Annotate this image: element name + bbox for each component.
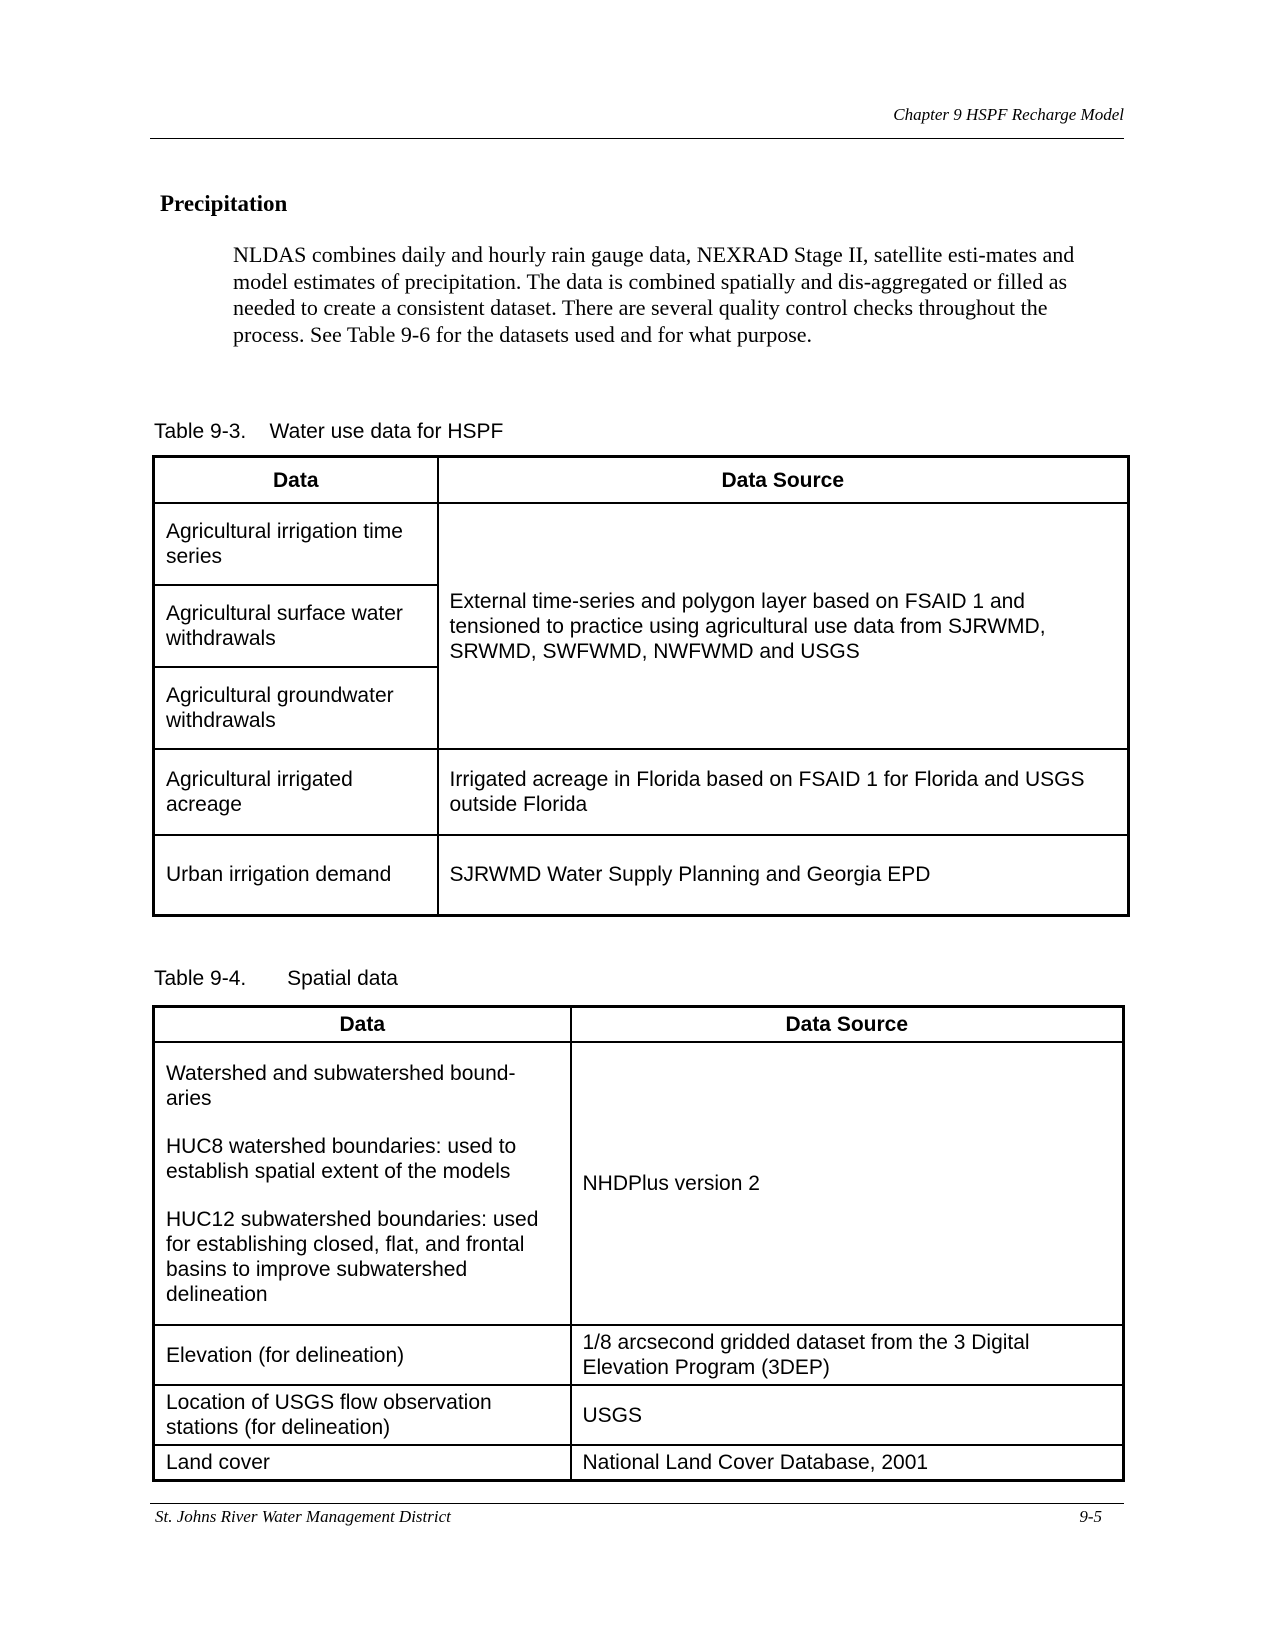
table-cell: SJRWMD Water Supply Planning and Georgia EPD xyxy=(438,835,1129,915)
table-row xyxy=(154,835,1129,915)
cell-paragraph: Watershed and subwatershed bound-aries xyxy=(166,1061,516,1110)
column-header: Data xyxy=(154,1007,571,1043)
table-cell: Agricultural irrigated acreage xyxy=(154,749,438,835)
column-header: Data Source xyxy=(571,1007,1124,1043)
table-row xyxy=(154,1325,1124,1385)
table-cell: USGS xyxy=(571,1385,1124,1445)
table-cell: Irrigated acreage in Florida based on FSAID 1 for Florida and USGS outside Florida xyxy=(438,749,1129,835)
body-paragraph: NLDAS combines daily and hourly rain gauge data, NEXRAD Stage II, satellite esti-mates and model estimates of precipitation. The data is combined spatially and dis-aggregated or filled as needed to create a consistent dataset. There are several quality control checks throughout the process. See Table 9-6 for the datasets used and for what purpose. xyxy=(233,242,1075,347)
table-cell: External time-series and polygon layer based on FSAID 1 and tensioned to practice using agricultural use data from SJRWMD, SRWMD, SWFWMD, NWFWMD and USGS xyxy=(438,503,1129,749)
table-row xyxy=(154,749,1129,835)
table-row xyxy=(154,1385,1124,1445)
table-row xyxy=(154,503,1129,585)
spatial-data-table xyxy=(152,1005,1125,1482)
table-cell: Urban irrigation demand xyxy=(154,835,438,915)
cell-paragraph: HUC8 watershed boundaries: used to establish spatial extent of the models xyxy=(166,1134,517,1183)
table-cell: Elevation (for delineation) xyxy=(154,1325,571,1385)
table-cell: Land cover xyxy=(154,1445,571,1481)
column-header: Data Source xyxy=(438,457,1129,504)
table-caption: Table 9-3. Water use data for HSPF xyxy=(154,420,504,443)
table-cell: Agricultural irrigation time series xyxy=(154,503,438,585)
footer-divider xyxy=(150,1503,1124,1504)
table-cell: 1/8 arcsecond gridded dataset from the 3 Digital Elevation Program (3DEP) xyxy=(571,1325,1124,1385)
table-cell: Location of USGS flow observation stations (for delineation) xyxy=(154,1385,571,1445)
column-header: Data xyxy=(154,457,438,504)
table-header-row xyxy=(154,457,1129,504)
section-heading: Precipitation xyxy=(160,191,288,216)
header-divider xyxy=(150,138,1124,139)
cell-paragraph: HUC12 subwatershed boundaries: used for establishing closed, flat, and frontal basins to improve subwatershed delineation xyxy=(166,1207,539,1306)
table-row xyxy=(154,1445,1124,1481)
water-use-table xyxy=(152,455,1130,917)
table-header-row xyxy=(154,1007,1124,1043)
page-number: 9-5 xyxy=(1079,1507,1102,1526)
table-cell: Agricultural surface water withdrawals xyxy=(154,585,438,667)
table-cell: Agricultural groundwater withdrawals xyxy=(154,667,438,749)
table-row xyxy=(154,1042,1124,1325)
table-cell: NHDPlus version 2 xyxy=(571,1042,1124,1325)
table-caption: Table 9-4. Spatial data xyxy=(154,967,398,990)
running-header: Chapter 9 HSPF Recharge Model xyxy=(893,105,1124,124)
table-cell xyxy=(154,1042,571,1325)
footer-organization: St. Johns River Water Management District xyxy=(155,1507,451,1526)
table-cell: National Land Cover Database, 2001 xyxy=(571,1445,1124,1481)
